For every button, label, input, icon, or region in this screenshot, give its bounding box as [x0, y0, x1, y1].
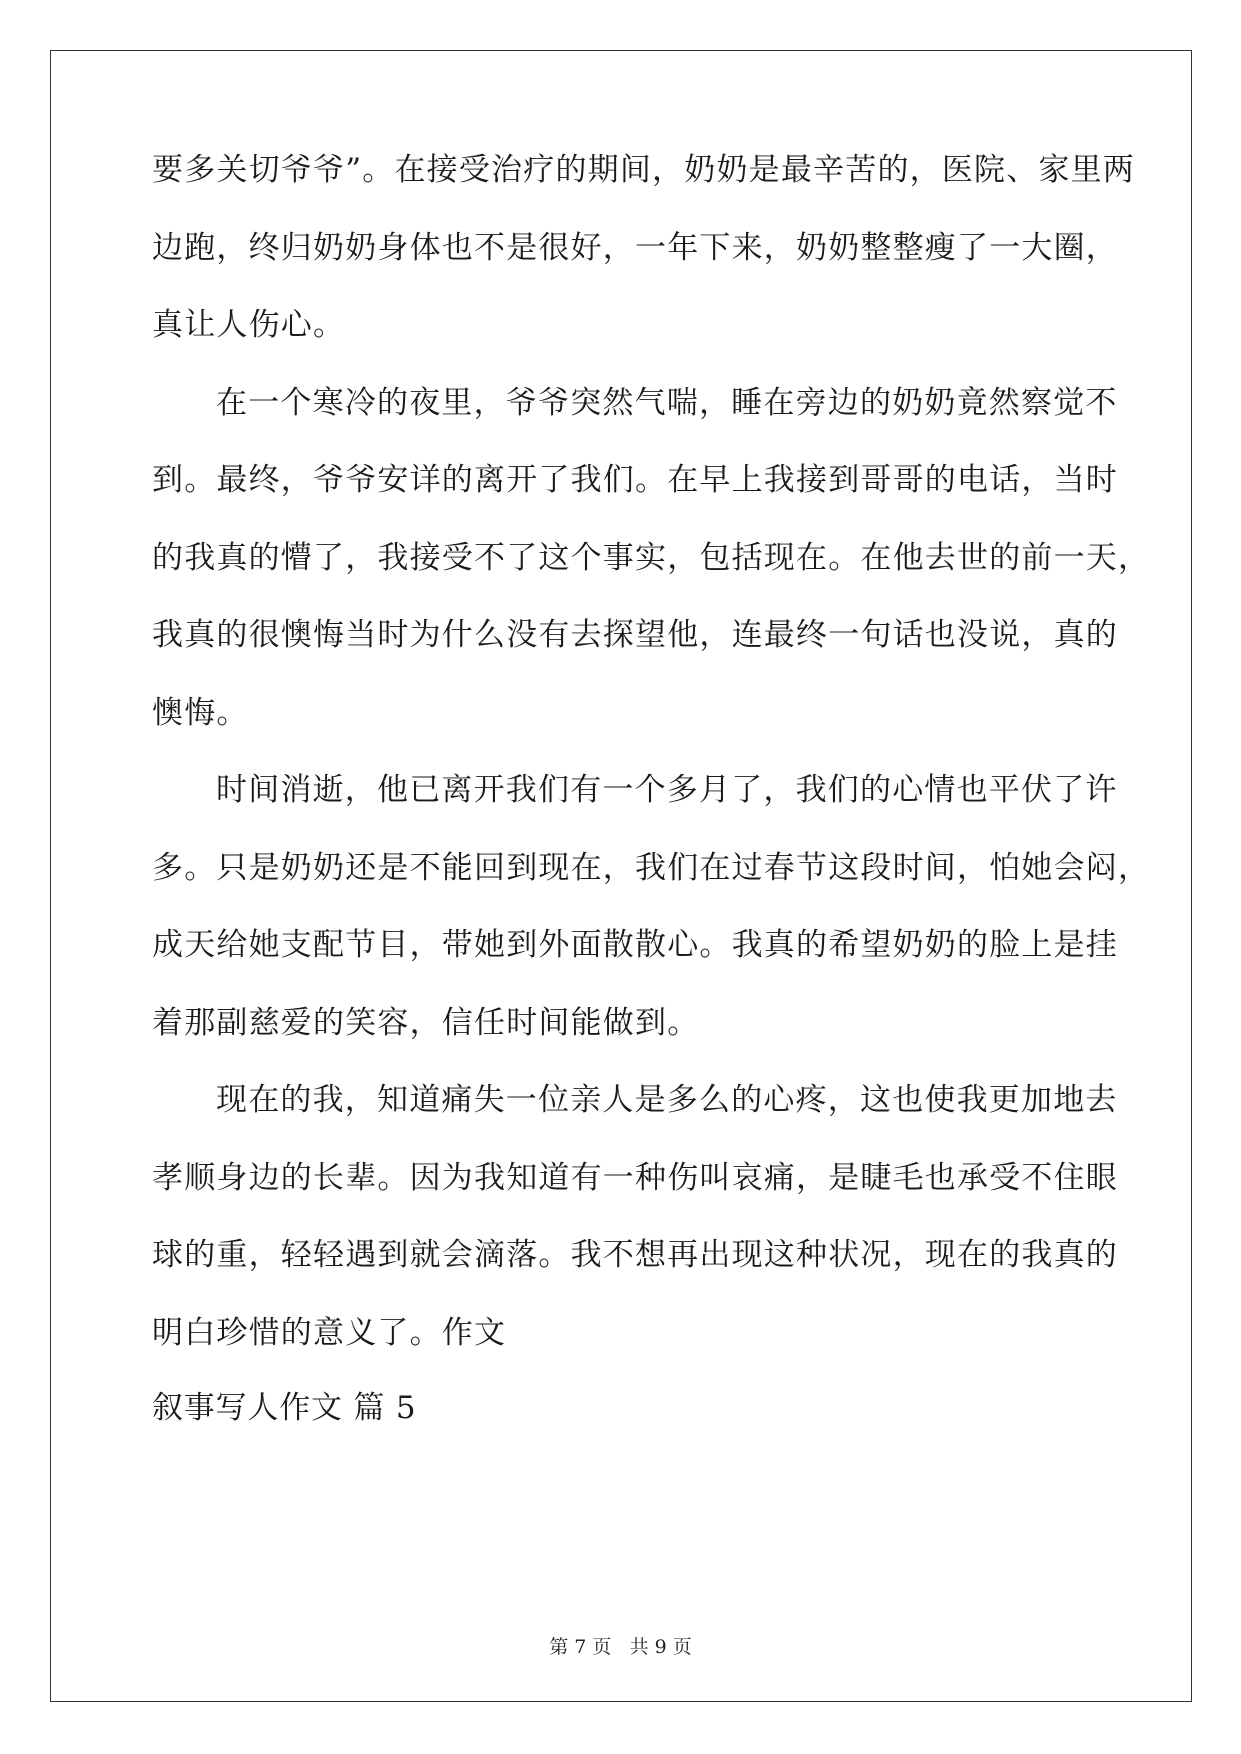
body-text-line: 现在的我，知道痛失一位亲人是多么的心疼，这也使我更加地去 [216, 1082, 1118, 1118]
body-text-line: 明白珍惜的意义了。作文 [152, 1315, 507, 1351]
body-text-line: 在一个寒冷的夜里，爷爷突然气喘，睡在旁边的奶奶竟然察觉不 [216, 385, 1118, 421]
body-text-line: 真让人伤心。 [152, 307, 346, 343]
body-text-line: 到。最终，爷爷安详的离开了我们。在早上我接到哥哥的电话，当时 [152, 462, 1118, 498]
current-page-label: 第 7 页 [549, 1636, 612, 1658]
body-text-line: 着那副慈爱的笑容，信任时间能做到。 [152, 1005, 700, 1041]
body-text-line: 球的重，轻轻遇到就会滴落。我不想再出现这种状况，现在的我真的 [152, 1237, 1118, 1273]
body-text-line: 时间消逝，他已离开我们有一个多月了，我们的心情也平伏了许 [216, 772, 1118, 808]
body-text-line: 多。只是奶奶还是不能回到现在，我们在过春节这段时间，怕她会闷， [152, 850, 1151, 886]
body-text-line: 边跑，终归奶奶身体也不是很好，一年下来，奶奶整整瘦了一大圈， [152, 230, 1118, 266]
body-text-line: 孝顺身边的长辈。因为我知道有一种伤叫哀痛，是睫毛也承受不住眼 [152, 1160, 1118, 1196]
body-text-line: 懊悔。 [152, 695, 249, 731]
total-pages-label: 共 9 页 [629, 1636, 692, 1658]
body-text-line: 要多关切爷爷”。在接受治疗的期间，奶奶是最辛苦的，医院、家里两 [152, 152, 1136, 188]
body-text-line: 成天给她支配节目，带她到外面散散心。我真的希望奶奶的脸上是挂 [152, 927, 1118, 963]
body-text-line: 的我真的懵了，我接受不了这个事实，包括现在。在他去世的前一天， [152, 540, 1151, 576]
section-heading: 叙事写人作文 篇 5 [152, 1390, 417, 1426]
page-number-footer [0, 1635, 1241, 1659]
body-text-line: 我真的很懊悔当时为什么没有去探望他，连最终一句话也没说，真的 [152, 617, 1118, 653]
